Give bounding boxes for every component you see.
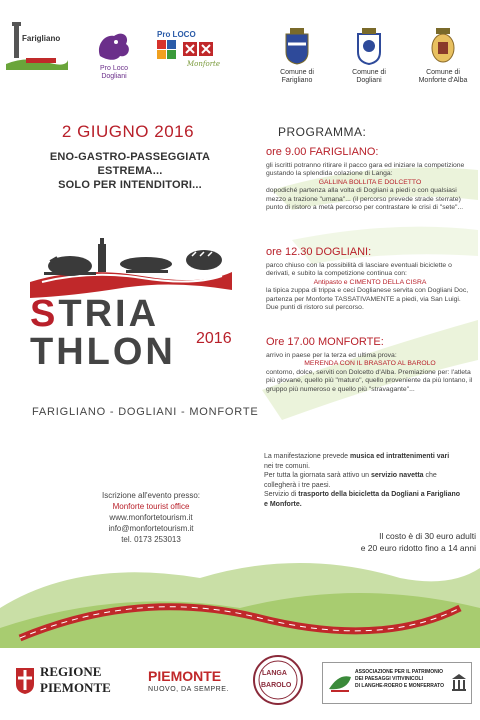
- event-dogliani: [266, 246, 474, 312]
- phone-number: tel. 0173 253013: [121, 535, 181, 544]
- dragon-icon: [94, 28, 134, 62]
- unesco-temple-icon: [451, 673, 467, 693]
- piemonte-text: PIEMONTE: [40, 680, 111, 695]
- iscrizione-block: [56, 490, 246, 545]
- event-highlight-monforte: MERENDA CON IL BRASATO AL BAROLO: [304, 360, 436, 368]
- hills-landscape: [0, 548, 480, 648]
- event-text-monforte-2: contorno, dolce, serviti con Dolcetto d'Alba. Premiazione per: l'atleta più giovane, quello più "maturo", quello proveniente da più lontano, il gruppo più numeroso e quello più "stravagante"...: [266, 368, 473, 393]
- tagline-line2: SOLO PER INTENDITORI...: [58, 179, 202, 191]
- plate-icon: [120, 257, 172, 273]
- cost-reduced: e 20 euro ridotto fino a 14 anni: [360, 543, 476, 553]
- comune-dogliani: [344, 26, 394, 85]
- regione-text: REGIONE: [40, 664, 102, 679]
- comune-monforte-label1: Comune di: [426, 69, 460, 76]
- langa-text: LANGA: [262, 670, 287, 677]
- flags-icon: [183, 40, 217, 60]
- farigliano-logo: [6, 20, 68, 70]
- iscrizione-title: Iscrizione all'evento presso:: [101, 491, 201, 500]
- info-line5b: trasporto della bicicletta da Dogliani a Farigliano: [298, 491, 461, 498]
- dogliani-crest-icon: [354, 26, 384, 66]
- info-line4: collegherà i tre paesi.: [264, 481, 331, 489]
- cost-adults: Il costo è di 30 euro adulti: [379, 531, 476, 541]
- association-text: [355, 669, 444, 690]
- proloco-dogliani-text: Pro Loco Dogliani: [99, 65, 129, 80]
- comune-farigliano-label2: Farigliano: [281, 77, 313, 84]
- proloco-text: Pro LOCO: [157, 30, 196, 39]
- info-line6: e Monforte.: [264, 500, 302, 508]
- proloco-dogliani-logo: [88, 28, 140, 81]
- comune-monforte-label2: Monforte d'Alba: [418, 77, 468, 84]
- info-line2: nei tre comuni.: [264, 462, 310, 470]
- striathlon-tria: TRIA: [58, 293, 160, 335]
- info-line5a: Servizio di: [264, 491, 299, 498]
- bottle-icon: [98, 238, 106, 272]
- unesco-association-logo: [322, 662, 472, 704]
- striathlon-thlon: THLON: [30, 331, 176, 373]
- towns-line: FARIGLIANO - DOGLIANI - MONFORTE: [32, 406, 259, 418]
- association-line3: DI LANGHE-ROERO E MONFERRATO: [355, 683, 444, 689]
- info-block: [264, 452, 474, 509]
- event-farigliano: [266, 146, 474, 212]
- info-line3b: servizio navetta: [371, 472, 424, 479]
- event-year: 2016: [196, 330, 232, 347]
- comune-farigliano: [272, 26, 322, 85]
- tourist-office-link[interactable]: Monforte tourist office: [112, 502, 190, 511]
- bread-icon: [186, 250, 222, 270]
- piemonte-brand-text: PIEMONTE: [148, 668, 222, 684]
- event-highlight-farigliano: GALLINA BOLLITA E DOLCETTO: [318, 178, 422, 186]
- langa-barolo-logo: [252, 654, 304, 706]
- event-date: 2 GIUGNO 2016: [61, 122, 195, 141]
- info-line3c: che: [423, 472, 437, 479]
- striathlon-title: [30, 295, 176, 371]
- association-line2: DEI PAESAGGI VITIVINICOLI: [355, 676, 423, 682]
- event-time-farigliano: ore 9.00 FARIGLIANO:: [266, 146, 379, 158]
- association-leaf-icon: [327, 671, 353, 695]
- barolo-text: BAROLO: [261, 682, 292, 689]
- monforte-script-text: Monforte: [187, 60, 220, 68]
- program-title: PROGRAMMA:: [278, 125, 367, 139]
- event-time-monforte: Ore 17.00 MONFORTE:: [266, 336, 384, 348]
- farigliano-logo-text: Farigliano: [22, 34, 61, 43]
- chicken-icon: [44, 256, 96, 276]
- comune-monforte: [412, 26, 474, 85]
- event-time-dogliani: ore 12.30 DOGLIANI:: [266, 246, 372, 258]
- piemonte-brand-logo: [142, 664, 242, 700]
- event-text-dogliani-1: parco chiuso con la possibilità di lasciare eventuali biciclette o derivati, e subito la competizione continua con:: [266, 262, 452, 278]
- tagline: [30, 150, 230, 192]
- tagline-line1: ENO-GASTRO-PASSEGGIATA ESTREMA...: [49, 151, 211, 177]
- comune-farigliano-label1: Comune di: [280, 69, 314, 76]
- monforte-crest-icon: [428, 26, 458, 66]
- farigliano-crest-icon: [282, 26, 312, 66]
- info-line1b: musica ed intrattenimenti vari: [350, 453, 450, 460]
- website-link[interactable]: www.monfortetourism.it: [109, 513, 193, 522]
- association-line1: ASSOCIAZIONE PER IL PATRIMONIO: [355, 669, 444, 675]
- farigliano-tower-icon: [6, 20, 68, 70]
- info-line1a: La manifestazione prevede: [264, 453, 350, 460]
- regione-crest-icon: [14, 664, 36, 694]
- event-text-monforte-1: arrivo in paese per la terza ed ultima prova:: [266, 352, 397, 359]
- piemonte-subtitle: NUOVO, DA SEMPRE.: [148, 686, 229, 693]
- regione-piemonte-logo: [14, 662, 124, 702]
- event-text-farigliano-2: dopodiché partenza alla volta di Dogliani a piedi o con qualsiasi mezzo a trazione "umana"... (il percorso prevede strade sterrate) punto di ristoro a metà percorso per contrastare le crisi di "sete"...: [266, 187, 464, 212]
- proloco-monforte-logo: [155, 30, 235, 70]
- event-text-farigliano-1: gli iscritti potranno ritirare il pacco gara ed iniziare la competizione gustando la splendida colazione di Langa:: [266, 162, 465, 178]
- event-highlight-dogliani: Antipasto e CIMENTO DELLA CISRA: [313, 278, 427, 286]
- comune-dogliani-label2: Dogliani: [356, 77, 382, 84]
- striathlon-s: S: [30, 293, 59, 335]
- event-monforte: [266, 336, 474, 394]
- email-link[interactable]: info@monfortetourism.it: [108, 524, 194, 533]
- comune-dogliani-label1: Comune di: [352, 69, 386, 76]
- langa-seal-icon: [252, 654, 304, 706]
- event-text-dogliani-2: la tipica zuppa di trippa e ceci Doglianese servita con Dogliani Doc, partenza per Monforte TASSATIVAMENTE a piedi, via San Luigi. Due punti di ristoro sul percorso.: [266, 287, 469, 312]
- info-line3a: Per tutta la giornata sarà attivo un: [264, 472, 372, 479]
